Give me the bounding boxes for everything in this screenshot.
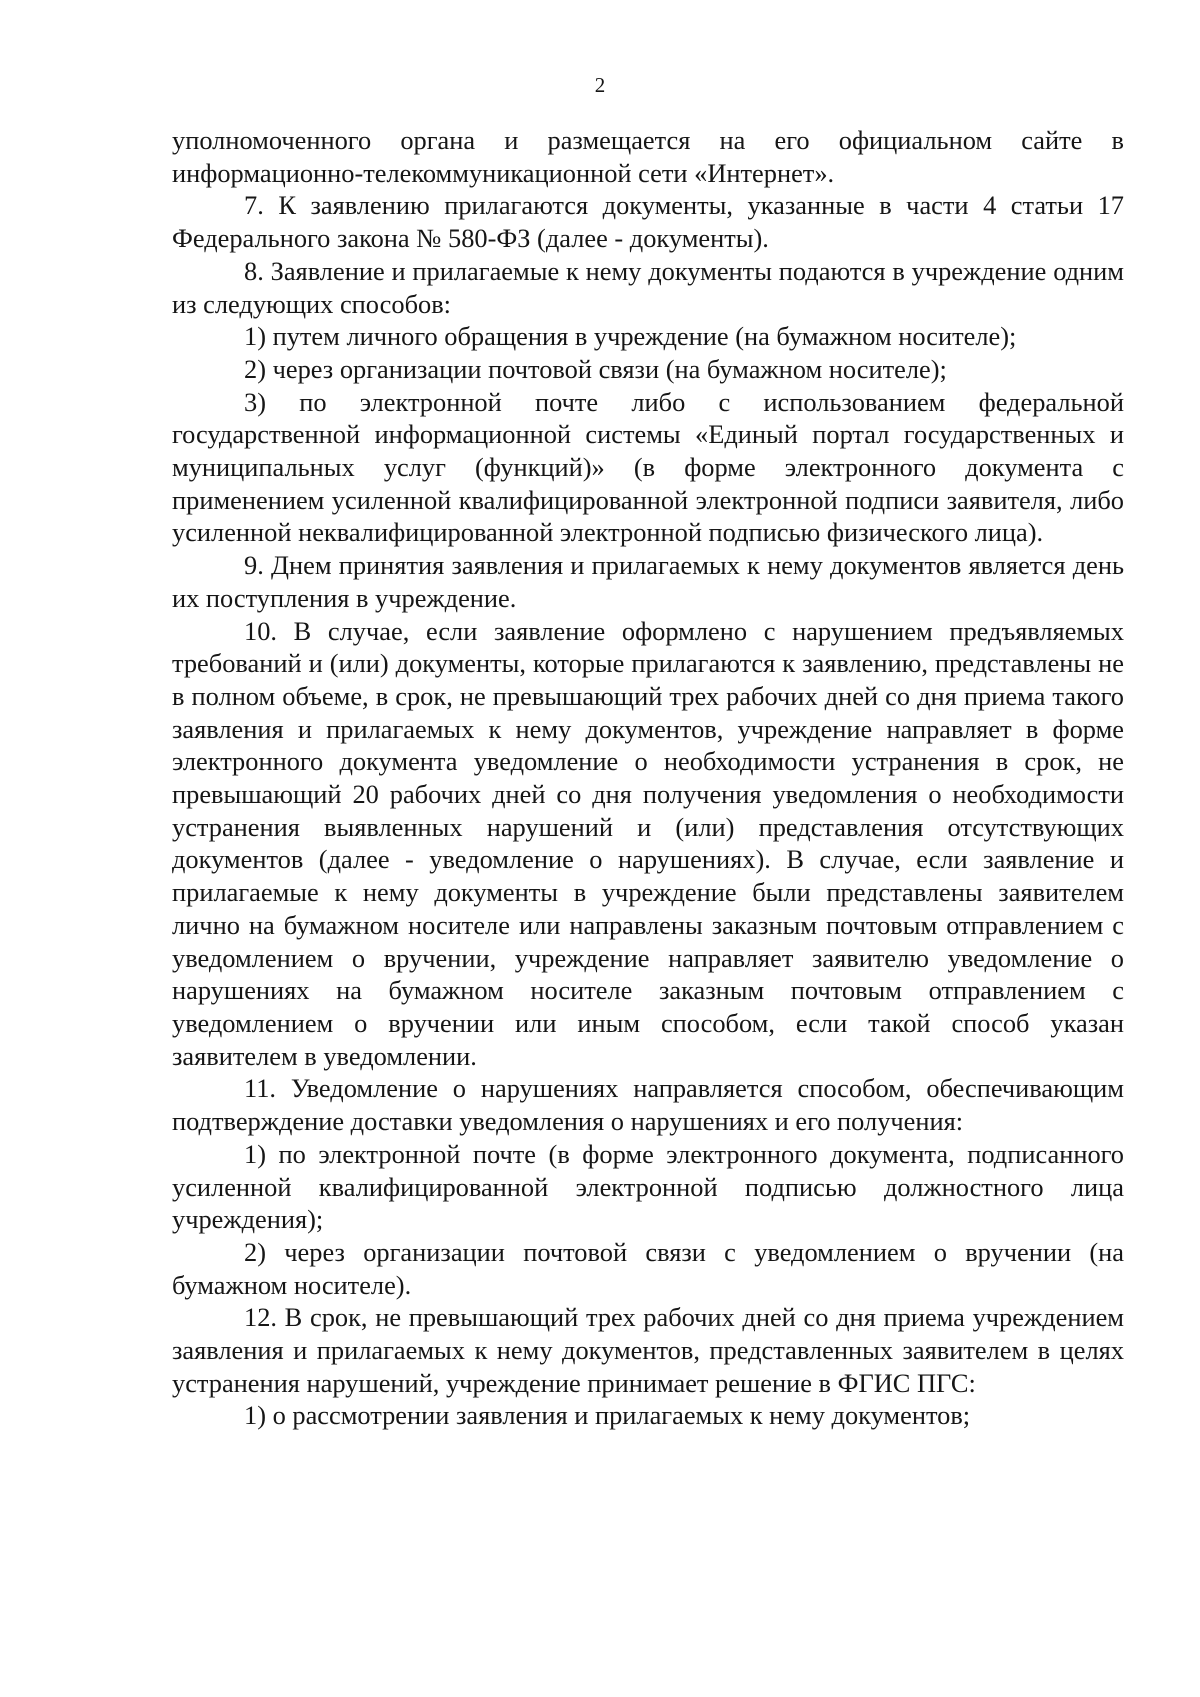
paragraph-8: 8. Заявление и прилагаемые к нему документы подаются в учреждение одним из следующих способов:: [172, 255, 1124, 319]
paragraph-7: 7. К заявлению прилагаются документы, указанные в части 4 статьи 17 Федерального закона № 580-ФЗ (далее - документы).: [172, 190, 1124, 254]
paragraph-11-item-2: 2) через организации почтовой связи с уведомлением о вручении (на бумажном носителе).: [172, 1236, 1124, 1300]
paragraph-8-item-1: 1) путем личного обращения в учреждение (на бумажном носителе);: [244, 321, 1017, 352]
page-number: 2: [594, 73, 606, 97]
paragraph-8-item-3: 3) по электронной почте либо с использованием федеральной государственной информационной системы «Единый портал государственных и муниципальных услуг (функций)» (в форме электронного документа с применением усиленной квалифицированной электронной подписи заявителя, либо усиленной неквалифицированной электронной подписью физического лица).: [172, 386, 1124, 548]
paragraph-12-item-1: 1) о рассмотрении заявления и прилагаемых к нему документов;: [244, 1400, 971, 1431]
paragraph-11-item-1: 1) по электронной почте (в форме электронного документа, подписанного усиленной квалифицированной электронной подписью должностного лица учреждения);: [172, 1138, 1124, 1235]
paragraph-10: 10. В случае, если заявление оформлено с нарушением предъявляемых требований и (или) документы, которые прилагаются к заявлению, представлены не в полном объеме, в срок, не превышающий трех рабочих дней со дня приема такого заявления и прилагаемых к нему документов, учреждение направляет в форме электронного документа уведомление о необходимости устранения в срок, не превышающий 20 рабочих дней со дня получения уведомления о необходимости устранения выявленных нарушений и (или) представления отсутствующих документов (далее - уведомление о нарушениях). В случае, если заявление и прилагаемые к нему документы в учреждение были представлены заявителем лично на бумажном носителе или направлены заказным почтовым отправлением с уведомлением о вручении, учреждение направляет заявителю уведомление о нарушениях на бумажном носителе заказным почтовым отправлением с уведомлением о вручении или иным способом, если такой способ указан заявителем в уведомлении.: [172, 615, 1124, 1071]
paragraph-12: 12. В срок, не превышающий трех рабочих дней со дня приема учреждением заявления и прилагаемых к нему документов, представленных заявителем в целях устранения нарушений, учреждение принимает решение в ФГИС ПГС:: [172, 1302, 1124, 1398]
document-body: [172, 124, 1124, 1432]
paragraph-11: 11. Уведомление о нарушениях направляется способом, обеспечивающим подтверждение доставки уведомления о нарушениях и его получения:: [172, 1073, 1124, 1137]
paragraph-continuation: уполномоченного органа и размещается на его официальном сайте в информационно-телекоммуникационной сети «Интернет».: [172, 125, 1124, 188]
paragraph-8-item-2: 2) через организации почтовой связи (на бумажном носителе);: [244, 353, 947, 384]
paragraph-9: 9. Днем принятия заявления и прилагаемых к нему документов является день их поступления в учреждение.: [172, 550, 1124, 613]
